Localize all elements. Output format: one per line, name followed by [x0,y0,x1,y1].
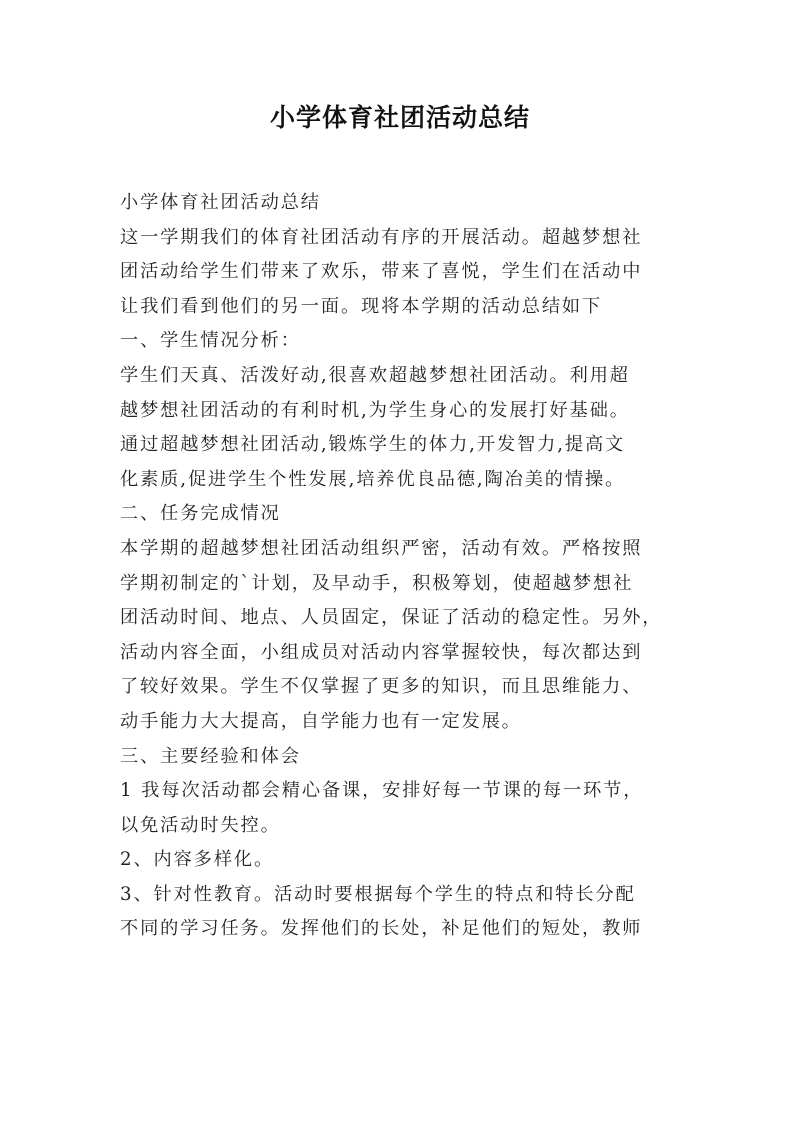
text-line: 活动内容全面，小组成员对活动内容掌握较快，每次都达到 [120,641,643,663]
document-title: 小学体育社团活动总结 [269,103,530,132]
section-heading: 二、任务完成情况 [120,503,281,525]
text-line: 学生们天真、活泼好动,很喜欢超越梦想社团活动。利用超 [120,364,630,386]
text-line: 通过超越梦想社团活动,锻炼学生的体力,开发智力,提高文 [120,434,626,456]
text-line: 2、内容多样化。 [120,849,275,871]
text-line: 以免活动时失控。 [120,814,281,836]
text-line: 动手能力大大提高，自学能力也有一定发展。 [120,710,522,732]
section-heading: 一、学生情况分析： [120,330,301,352]
text-line: 不同的学习任务。发挥他们的长处，补足他们的短处，教师 [120,918,643,940]
text-line: 让我们看到他们的另一面。现将本学期的活动总结如下 [120,295,603,317]
text-line: 了较好效果。学生不仅掌握了更多的知识，而且思维能力、 [120,676,643,698]
text-line: 本学期的超越梦想社团活动组织严密，活动有效。严格按照 [120,537,643,559]
text-line: 团活动给学生们带来了欢乐，带来了喜悦，学生们在活动中 [120,261,643,283]
text-line: 这一学期我们的体育社团活动有序的开展活动。超越梦想社 [120,226,643,248]
text-line: 3、针对性教育。活动时要根据每个学生的特点和特长分配 [120,883,636,905]
text-line: 团活动时间、地点、人员固定，保证了活动的稳定性。另外， [120,607,663,629]
text-line: 化素质,促进学生个性发展,培养优良品德,陶冶美的情操。 [120,468,626,490]
text-line: 1 我每次活动都会精心备课，安排好每一节课的每一环节， [120,780,644,802]
text-line: 越梦想社团活动的有利时机,为学生身心的发展打好基础。 [120,399,630,421]
section-heading: 三、主要经验和体会 [120,745,301,767]
document-body [120,186,695,947]
text-line: 学期初制定的`计划，及早动手，积极筹划，使超越梦想社 [120,572,634,594]
text-line: 小学体育社团活动总结 [120,192,321,213]
